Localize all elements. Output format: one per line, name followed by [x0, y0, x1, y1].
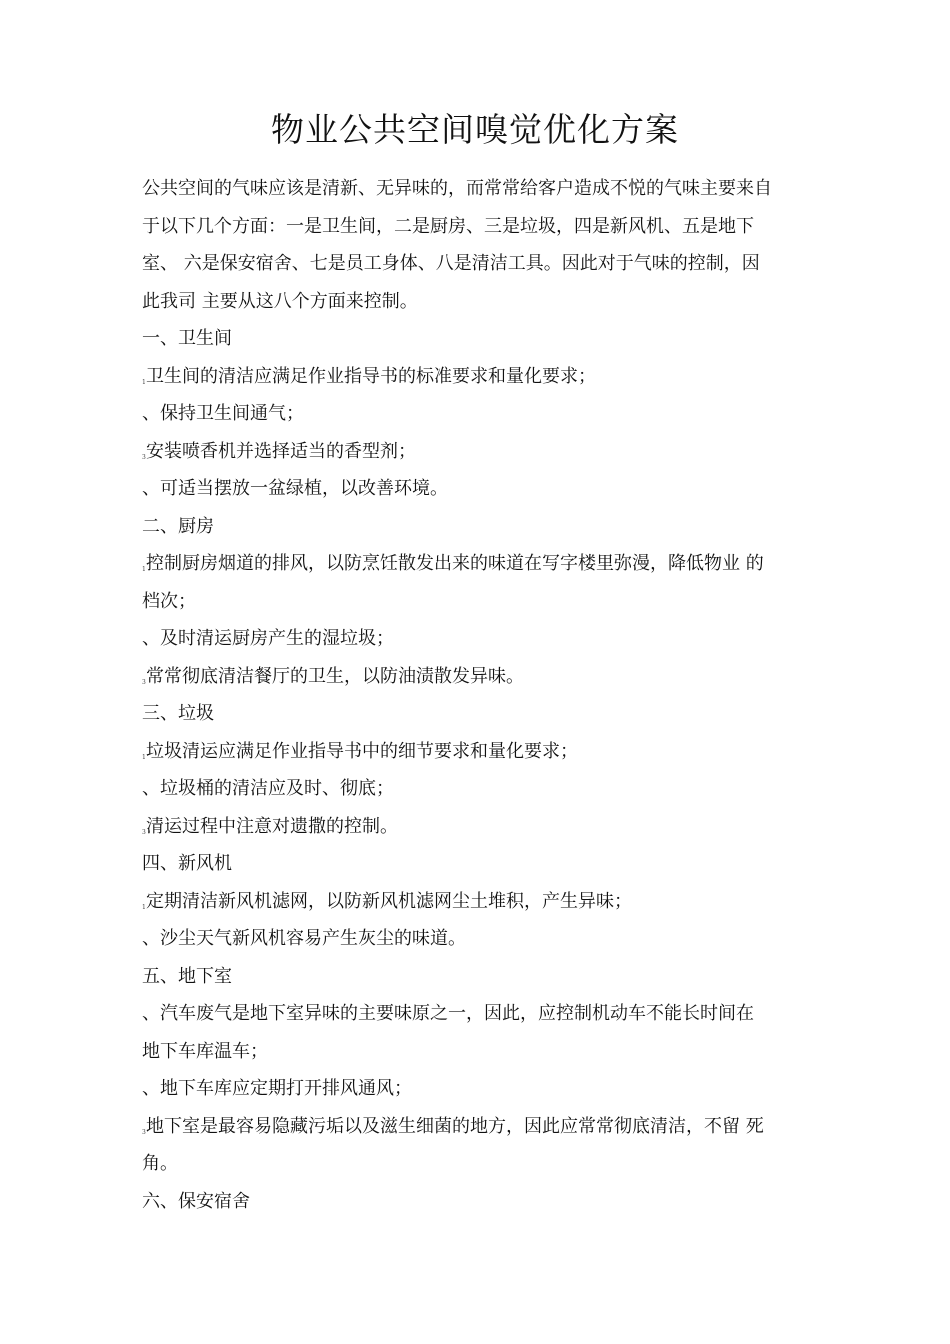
list-item-text: 常常彻底清洁餐厅的卫生，以防油渍散发异味。 [146, 665, 524, 687]
list-item-text: 角。 [142, 1153, 178, 1174]
list-item-text: 、可适当摆放一盆绿植，以改善环境。 [142, 478, 448, 499]
list-item-text: 地下车库温车； [142, 1040, 268, 1062]
list-item-marker: 1 [142, 378, 146, 386]
list-item-line [142, 658, 814, 696]
list-item-line [142, 433, 814, 471]
list-item-line [142, 1108, 814, 1146]
section [142, 1183, 814, 1221]
list-item-marker: 1 [142, 903, 146, 911]
section-heading: 五、地下室 [142, 965, 232, 987]
list-item-text: 、地下车库应定期打开排风通风； [142, 1078, 412, 1099]
list-item-line [142, 620, 814, 658]
section [142, 508, 814, 696]
list-item-text: 垃圾清运应满足作业指导书中的细节要求和量化要求； [146, 740, 578, 762]
document-body [142, 170, 814, 1220]
list-item-line [142, 1145, 814, 1183]
list-item-line [142, 770, 814, 808]
document-title: 物业公共空间嗅觉优化方案 [271, 110, 679, 149]
intro-line: 室、 六是保安宿舍、七是员工身体、八是清洁工具。因此对于气味的控制，因 [142, 253, 760, 274]
section-heading: 二、厨房 [142, 515, 214, 537]
list-item-line [142, 1033, 814, 1071]
section-heading: 四、新风机 [142, 853, 232, 874]
section [142, 695, 814, 845]
list-item-marker: 1 [142, 566, 146, 573]
list-item-line [142, 470, 814, 508]
list-item-line [142, 808, 814, 846]
section-heading: 三、垃圾 [142, 703, 214, 724]
section-heading: 六、保安宿舍 [142, 1190, 250, 1212]
section-heading: 一、卫生间 [142, 328, 232, 349]
list-item-marker: 3 [142, 1128, 146, 1136]
list-item-line [142, 883, 814, 921]
list-item-text: 、汽车废气是地下室异味的主要味原之一，因此，应控制机动车不能长时间在 [142, 1003, 754, 1024]
list-item-line [142, 995, 814, 1033]
list-item-text: 、保持卫生间通气； [142, 403, 304, 424]
list-item-line [142, 395, 814, 433]
list-item-text: 地下室是最容易隐藏污垢以及滋生细菌的地方，因此应常常彻底清洁，不留 死 [146, 1115, 764, 1137]
list-item-text: 定期清洁新风机滤网，以防新风机滤网尘土堆积，产生异味； [146, 890, 632, 912]
list-item-text: 卫生间的清洁应满足作业指导书的标准要求和量化要求； [146, 365, 596, 387]
list-item-text: 清运过程中注意对遗撒的控制。 [146, 815, 398, 837]
section [142, 845, 814, 958]
intro-line: 此我司 主要从这八个方面来控制。 [142, 290, 418, 312]
list-item-line [142, 1070, 814, 1108]
list-item-text: 安装喷香机并选择适当的香型剂； [146, 440, 416, 462]
list-item-marker: 3 [142, 678, 146, 686]
intro-paragraph [142, 170, 814, 320]
list-item-text: 、及时清运厨房产生的湿垃圾； [142, 628, 394, 649]
intro-line: 公共空间的气味应该是清新、无异味的，而常常给客户造成不悦的气味主要来自 [142, 178, 772, 199]
list-item-marker: 1 [142, 753, 146, 761]
list-item-marker: 3 [142, 453, 146, 461]
list-item-text: 、垃圾桶的清洁应及时、彻底； [142, 778, 394, 799]
list-item-marker: 3 [142, 828, 146, 836]
section [142, 320, 814, 508]
list-item-line [142, 920, 814, 958]
list-item-text: 档次； [142, 590, 196, 612]
section [142, 958, 814, 1183]
list-item-line [142, 733, 814, 771]
sections [142, 320, 814, 1220]
list-item-text: 、沙尘天气新风机容易产生灰尘的味道。 [142, 928, 466, 949]
list-item-line [142, 583, 814, 621]
list-item-text: 控制厨房烟道的排风，以防烹饪散发出来的味道在写字楼里弥漫，降低物业 的 [146, 553, 764, 574]
intro-line: 于以下几个方面：一是卫生间，二是厨房、三是垃圾，四是新风机、五是地下 [142, 215, 754, 237]
list-item-line [142, 545, 814, 583]
list-item-line [142, 358, 814, 396]
